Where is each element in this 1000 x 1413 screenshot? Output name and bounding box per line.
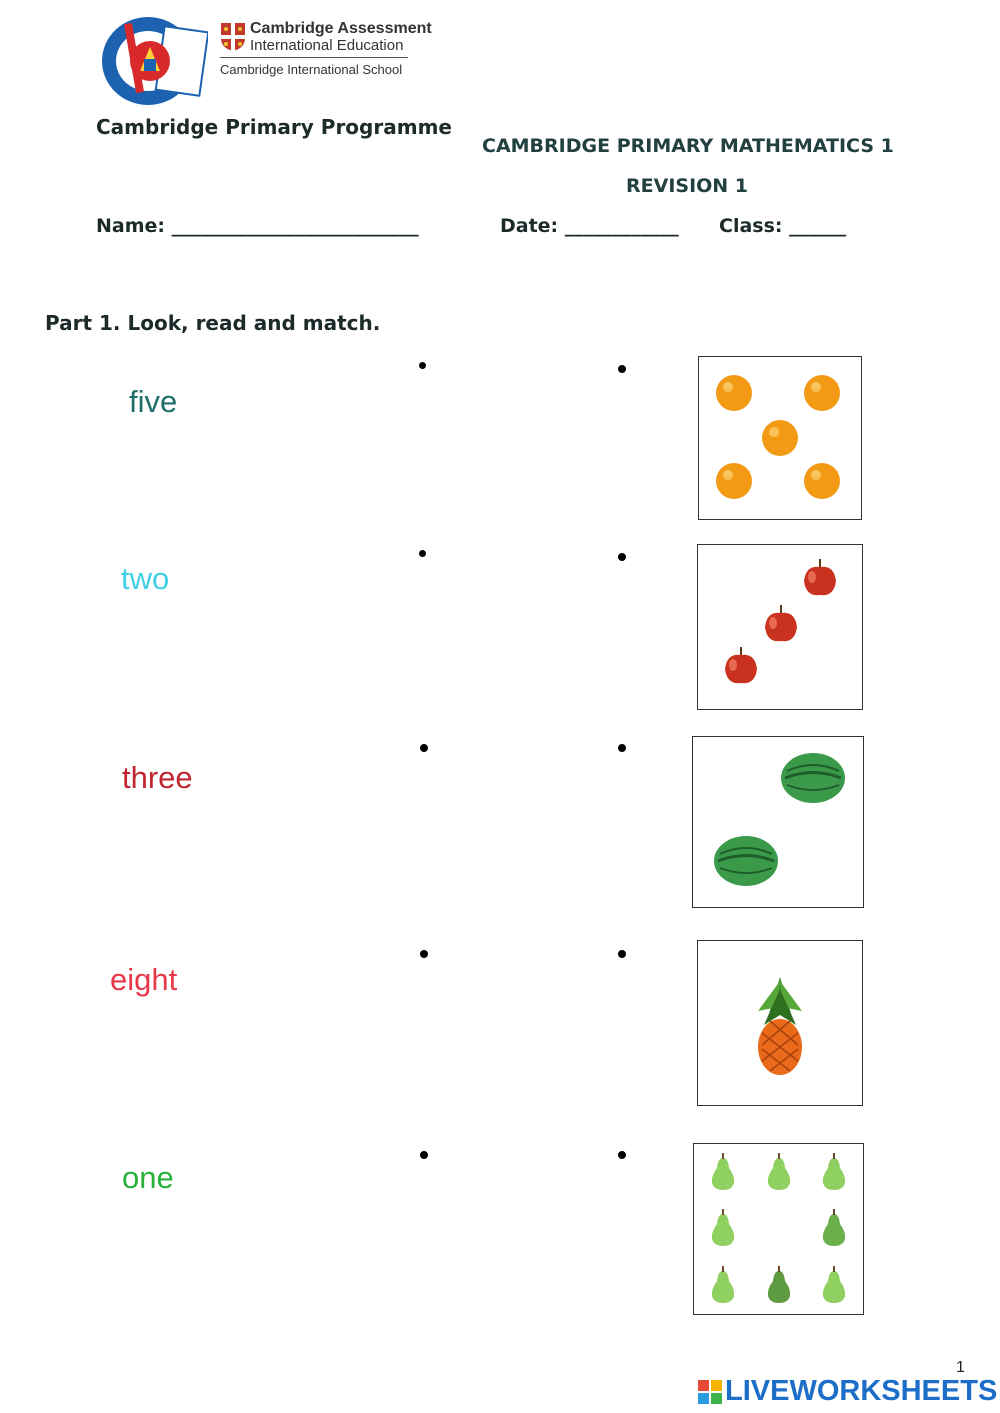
- programme-title: Cambridge Primary Programme: [96, 115, 452, 139]
- match-dot-left-3[interactable]: [420, 744, 428, 752]
- word-eight: eight: [110, 962, 178, 997]
- picture-box-pineapple: [697, 940, 863, 1106]
- revision-title: REVISION 1: [626, 175, 749, 197]
- date-field-label: Date: ____________: [500, 215, 679, 237]
- word-two: two: [121, 561, 170, 596]
- match-dot-left-2[interactable]: [419, 550, 426, 557]
- liveworksheets-logo-icon: [698, 1380, 722, 1404]
- word-three: three: [122, 760, 193, 795]
- class-field-label: Class: ______: [719, 215, 847, 237]
- apple-icon: [725, 647, 757, 683]
- page-number: 1: [956, 1359, 965, 1376]
- match-dot-right-4[interactable]: [618, 950, 626, 958]
- orange-icon: [804, 375, 840, 411]
- watermelon-icon: [781, 753, 845, 803]
- pear-icon: [768, 1266, 790, 1303]
- apple-icon: [804, 559, 836, 595]
- liveworksheets-brand[interactable]: LIVEWORKSHEETS: [725, 1375, 998, 1407]
- picture-box-oranges: [698, 356, 862, 520]
- match-dot-left-4[interactable]: [420, 950, 428, 958]
- name-field-label: Name: __________________________: [96, 215, 419, 237]
- orange-icon: [804, 463, 840, 499]
- pear-icon: [823, 1266, 845, 1303]
- picture-box-apples: [697, 544, 863, 710]
- divider-line: [220, 57, 408, 58]
- part1-title: Part 1. Look, read and match.: [45, 311, 381, 335]
- pear-icon: [712, 1153, 734, 1190]
- word-one: one: [122, 1160, 174, 1195]
- orange-icon: [716, 375, 752, 411]
- pear-icon: [823, 1209, 845, 1246]
- pear-icon: [768, 1153, 790, 1190]
- match-dot-right-1[interactable]: [618, 365, 626, 373]
- cambridge-school-name: Cambridge International School: [220, 62, 403, 77]
- watermelon-icon: [714, 836, 778, 886]
- pear-icon: [712, 1209, 734, 1246]
- apple-icon: [765, 605, 797, 641]
- orange-icon: [716, 463, 752, 499]
- match-dot-left-1[interactable]: [419, 362, 426, 369]
- picture-box-watermelons: [692, 736, 864, 908]
- cambridge-crest-icon: [220, 22, 246, 52]
- subject-title: CAMBRIDGE PRIMARY MATHEMATICS 1: [482, 135, 894, 157]
- pear-icon: [712, 1266, 734, 1303]
- word-five: five: [129, 384, 178, 419]
- orange-icon: [762, 420, 798, 456]
- match-dot-right-3[interactable]: [618, 744, 626, 752]
- cambridge-title-line1: Cambridge Assessment: [250, 20, 432, 37]
- match-dot-left-5[interactable]: [420, 1151, 428, 1159]
- pear-icon: [823, 1153, 845, 1190]
- cambridge-title-line2: International Education: [250, 37, 404, 54]
- school-seal-logo: [100, 15, 208, 107]
- match-dot-right-5[interactable]: [618, 1151, 626, 1159]
- pineapple-icon: [758, 977, 802, 1075]
- picture-box-pears: [693, 1143, 864, 1315]
- match-dot-right-2[interactable]: [618, 553, 626, 561]
